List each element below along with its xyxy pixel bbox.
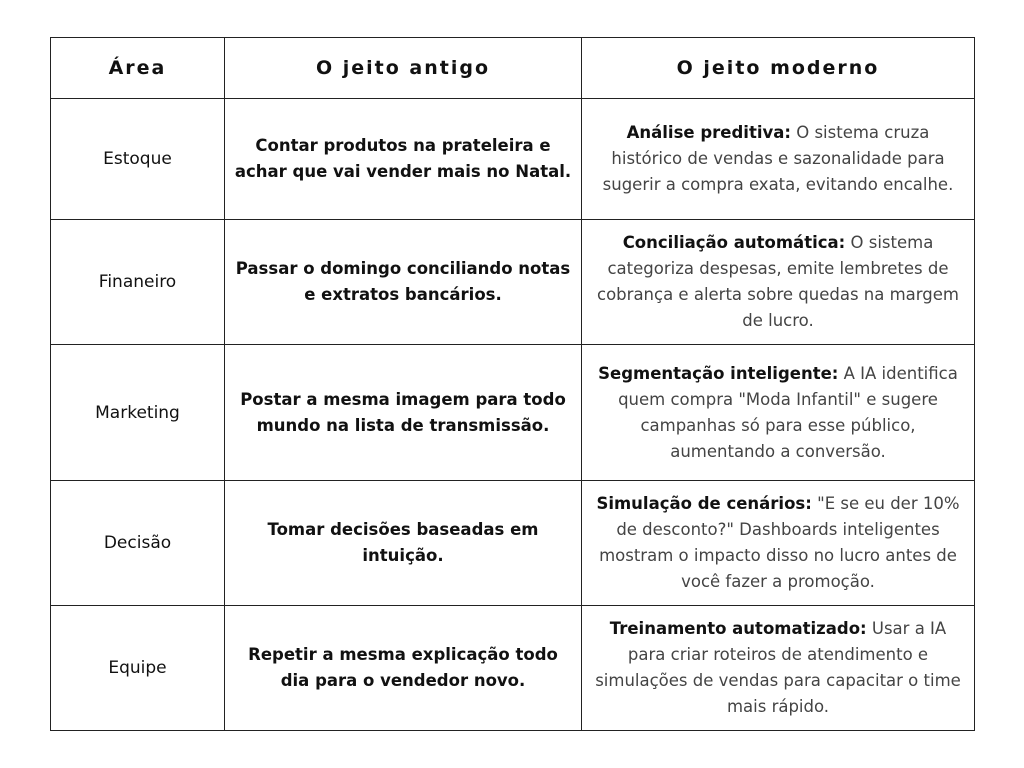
modern-way-lead: Treinamento automatizado: [609,619,867,638]
table-header-row [51,38,975,99]
modern-way-cell [582,481,975,606]
old-way-cell: Contar produtos na prateleira e achar que vai vender mais no Natal. [225,99,582,220]
old-way-cell: Repetir a mesma explicação todo dia para o vendedor novo. [225,606,582,731]
modern-way-text: "E se eu der 10% de desconto?" Dashboards inteligentes mostram o impacto disso no lucro antes de você fazer a promoção. [599,494,960,591]
modern-way-cell [582,220,975,345]
modern-way-lead: Análise preditiva: [626,123,791,142]
table-row [51,481,975,606]
modern-way-text: O sistema categoriza despesas, emite lembretes de cobrança e alerta sobre quedas na margem de lucro. [597,233,959,330]
area-cell: Finaneiro [51,220,225,345]
modern-way-lead: Simulação de cenários: [596,494,812,513]
area-cell: Equipe [51,606,225,731]
header-area: Área [51,38,225,99]
area-cell: Marketing [51,345,225,481]
area-cell: Estoque [51,99,225,220]
modern-way-cell [582,606,975,731]
modern-way-lead: Conciliação automática: [622,233,846,252]
modern-way-text: Usar a IA para criar roteiros de atendimento e simulações de vendas para capacitar o time mais rápido. [595,619,961,716]
old-way-cell: Tomar decisões baseadas em intuição. [225,481,582,606]
modern-way-text: A IA identifica quem compra "Moda Infantil" e sugere campanhas só para esse público, aumentando a conversão. [618,363,958,461]
old-way-cell: Postar a mesma imagem para todo mundo na lista de transmissão. [225,345,582,481]
area-cell: Decisão [51,481,225,606]
header-old-way: O jeito antigo [225,38,582,99]
table-row [51,220,975,345]
header-modern-way: O jeito moderno [582,38,975,99]
modern-way-text: O sistema cruza histórico de vendas e sazonalidade para sugerir a compra exata, evitando encalhe. [602,123,954,194]
comparison-table [50,37,975,731]
modern-way-cell [582,99,975,220]
table-row [51,345,975,481]
old-way-cell: Passar o domingo conciliando notas e extratos bancários. [225,220,582,345]
modern-way-cell [582,345,975,481]
modern-way-lead: Segmentação inteligente: [598,363,839,383]
table-row [51,99,975,220]
table-row [51,606,975,731]
